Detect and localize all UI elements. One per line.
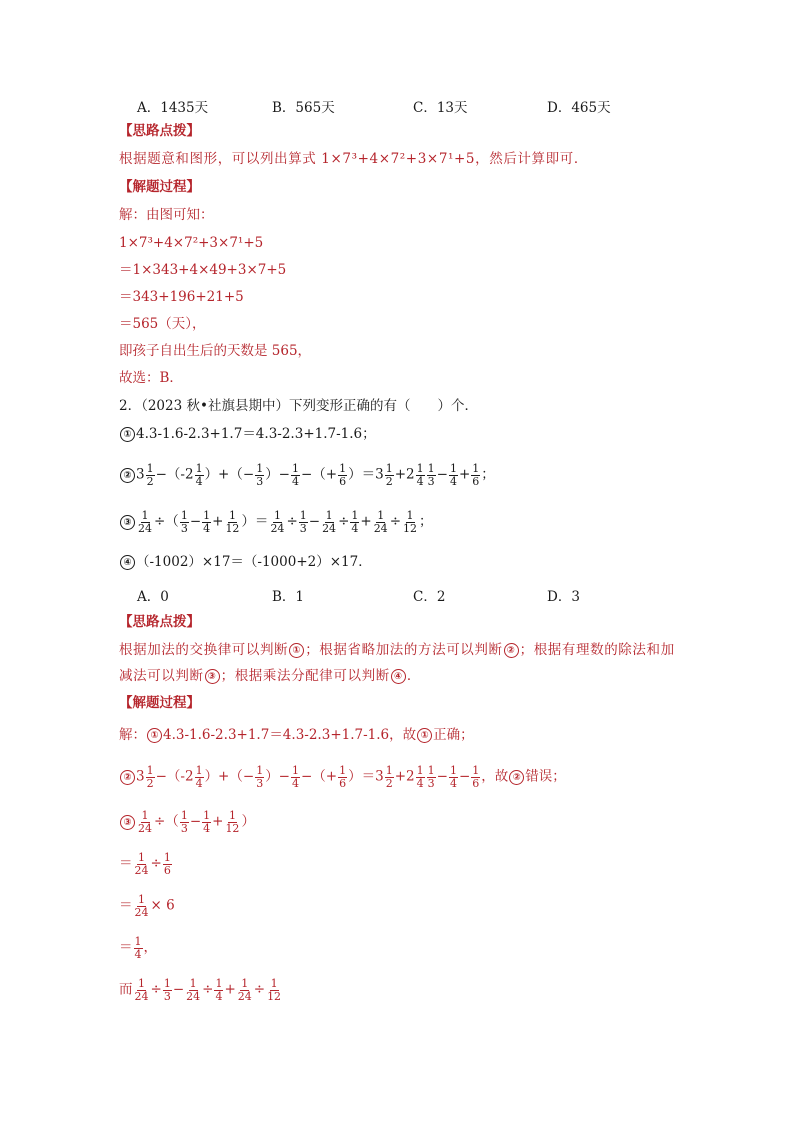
circled-number-2: ② (120, 468, 135, 483)
q2-solution-3-step-2: ＝ $\frac{1}{24}$ × 6 (119, 893, 175, 919)
q2-item-2: ② 3 $\frac{1}{2}$ −（-2 $\frac{1}{4}$ ）+（− $\frac{1}{3}$ ）− $\frac{1}{4}$ −（+ $\frac{1}{6}$ ）＝3 $\frac{1}{2}$ +2 $\frac{1}{4}$ $\frac{1}{3}$ − $\frac{1}{4}$ + $\frac{1}{6}$ ； (119, 463, 495, 487)
q1-hint: 根据题意和图形，可以列出算式 1×7³+4×7²+3×7¹+5，然后计算即可． (119, 151, 588, 167)
q2-option-c: C．2 (413, 589, 446, 605)
circled-number-1: ① (120, 427, 135, 442)
q2-option-b: B．1 (272, 589, 305, 605)
circled-number-4: ④ (120, 555, 135, 570)
q1-option-d: D．465天 (547, 100, 611, 116)
q2-item-3: ③ $\frac{1}{24}$ ÷（ $\frac{1}{3}$ − $\frac{1}{4}$ + $\frac{1}{12}$ ）＝ $\frac{1}{24}$ ÷ $\frac{1}{3}$ − $\frac{1}{24}$ ÷ $\frac{1}{4}$ + $\frac{1}{24}$ ÷ $\frac{1}{12}$ ； (119, 510, 433, 534)
q2-solution-title: 【解题过程】 (119, 695, 200, 711)
q2-solution-3: ③ $\frac{1}{24}$ ÷（ $\frac{1}{3}$ − $\frac{1}{4}$ + $\frac{1}{12}$ ） (119, 810, 255, 834)
q2-solution-2: ② 3 $\frac{1}{2}$ −（-2 $\frac{1}{4}$ ）+（− $\frac{1}{3}$ ）− $\frac{1}{4}$ −（+ $\frac{1}{6}$ ）＝3 $\frac{1}{2}$ +2 $\frac{1}{4}$ $\frac{1}{3}$ − $\frac{1}{4}$ − $\frac{1}{6}$ ，故 ② 错误； (119, 765, 566, 789)
q2-hint-line-1: 根据加法的交换律可以判断 ① ；根据省略加法的方法可以判断 ② ；根据有理数的除法和加 (119, 642, 675, 658)
q1-solution-title: 【解题过程】 (119, 179, 200, 195)
q1-option-c: C．13天 (413, 100, 468, 116)
q2-option-a: A．0 (137, 589, 169, 605)
q2-item-1: ① 4.3-1.6-2.3+1.7＝4.3-2.3+1.7-1.6； (119, 424, 376, 444)
q2-title: 2．（2023 秋•社旗县期中）下列变形正确的有（ ）个． (119, 398, 478, 414)
q1-solution-line: ＝343+196+21+5 (119, 289, 244, 305)
q2-solution-3-compare: 而 $\frac{1}{24}$ ÷ $\frac{1}{3}$ − $\frac{1}{24}$ ÷ $\frac{1}{4}$ + $\frac{1}{24}$ ÷ $\frac{1}{12}$ (119, 977, 282, 1003)
q1-option-a: A．1435天 (137, 100, 209, 116)
q2-item-4: ④ （-1002）×17＝（-1000+2）×17． (119, 552, 372, 572)
q1-solution-line: 1×7³+4×7²+3×7¹+5 (119, 235, 264, 251)
circled-number-3: ③ (120, 515, 135, 530)
q1-option-b: B．565天 (272, 100, 335, 116)
q1-solution-line: 解：由图可知： (119, 207, 214, 223)
q1-hint-title: 【思路点拨】 (119, 123, 200, 139)
q2-solution-1: 解： ① 4.3-1.6-2.3+1.7＝4.3-2.3+1.7-1.6，故 ① 正确； (119, 727, 474, 743)
q1-solution-line: 即孩子自出生后的天数是 565， (119, 343, 312, 359)
q2-solution-3-step-3: ＝ $\frac{1}{4}$ ， (119, 935, 157, 961)
q1-solution-line: ＝1×343+4×49+3×7+5 (119, 262, 287, 278)
q1-solution-line: 故选：B． (119, 370, 183, 386)
q2-option-d: D．3 (547, 589, 580, 605)
q1-solution-line: ＝565（天）， (119, 316, 206, 332)
q2-hint-title: 【思路点拨】 (119, 614, 200, 630)
q2-hint-line-2: 减法可以判断 ③ ；根据乘法分配律可以判断 ④ ． (119, 668, 421, 684)
q2-solution-3-step-1: ＝ $\frac{1}{24}$ ÷ $\frac{1}{6}$ (119, 851, 171, 877)
